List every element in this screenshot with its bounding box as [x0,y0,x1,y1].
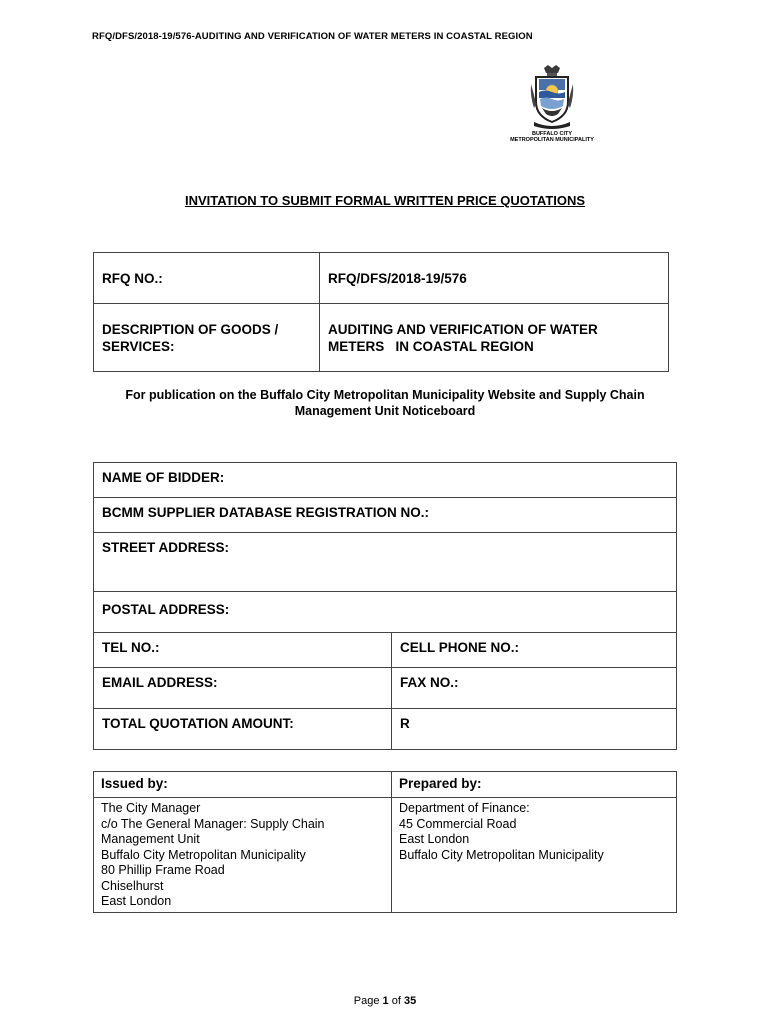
description-value-line-2: METERS IN COASTAL REGION [328,339,534,354]
issued-by-line: Chiselhurst [101,878,164,893]
issued-by-line: c/o The General Manager: Supply Chain [101,816,325,831]
registration-number-field[interactable]: BCMM SUPPLIER DATABASE REGISTRATION NO.: [94,498,677,533]
street-address-row [94,533,677,592]
fax-no-field[interactable]: FAX NO.: [392,668,677,709]
name-of-bidder-field[interactable]: NAME OF BIDDER: [94,463,677,498]
total-quotation-amount-field[interactable]: R [392,709,677,750]
issued-by-line: Management Unit [101,832,200,846]
email-address-field[interactable]: EMAIL ADDRESS: [94,668,392,709]
current-page: 1 [382,995,389,1007]
street-address-field[interactable]: STREET ADDRESS: [94,533,677,592]
bidder-details-table [93,462,677,750]
logo-text [508,131,596,143]
description-row [94,304,669,372]
tel-no-field[interactable]: TEL NO.: [94,633,392,668]
issued-by-label: Issued by: [94,772,392,798]
postal-address-field[interactable]: POSTAL ADDRESS: [94,592,677,633]
coat-of-arms-icon [530,64,574,130]
description-label-line-1: DESCRIPTION OF GOODS / [102,322,279,337]
issued-by-line: East London [101,894,172,908]
document-reference-header: RFQ/DFS/2018-19/576-AUDITING AND VERIFICATION OF WATER METERS IN COASTAL REGION [92,31,533,42]
issue-body-row [94,798,677,913]
publication-note: For publication on the Buffalo City Metropolitan Municipality Website and Supply Chain Management Unit Noticeboard [125,388,645,418]
total-quotation-amount-label: TOTAL QUOTATION AMOUNT: [94,709,392,750]
prepared-by-label: Prepared by: [392,772,677,798]
page-number [0,995,770,1007]
page-of: of [388,995,404,1007]
issue-header-row [94,772,677,798]
description-value-line-1: AUDITING AND VERIFICATION OF WATER [328,322,598,337]
issued-prepared-table [93,771,677,913]
rfq-number-row [94,253,669,304]
logo-name-line-1: BUFFALO CITY [531,131,573,137]
issued-by-line: The City Manager [101,801,201,815]
issued-by-address [94,798,392,913]
description-label-line-2: SERVICES: [102,339,175,354]
logo-name-line-2: METROPOLITAN MUNICIPALITY [510,137,594,143]
rfq-details-table [93,252,669,372]
issued-by-line: Buffalo City Metropolitan Municipality [101,847,306,862]
description-label [94,304,320,372]
issued-by-line: 80 Phillip Frame Road [101,863,225,877]
prepared-by-address [392,798,677,913]
rfq-number-value: RFQ/DFS/2018-19/576 [320,253,669,304]
rfq-number-label: RFQ NO.: [94,253,320,304]
phone-row [94,633,677,668]
prepared-by-line: Department of Finance: [399,801,530,815]
prepared-by-line: 45 Commercial Road [399,816,517,831]
total-pages: 35 [403,995,417,1007]
bidder-name-row [94,463,677,498]
cell-phone-field[interactable]: CELL PHONE NO.: [392,633,677,668]
description-value [320,304,669,372]
document-title: INVITATION TO SUBMIT FORMAL WRITTEN PRICE QUOTATIONS [184,193,586,208]
prepared-by-line: Buffalo City Metropolitan Municipality [399,847,604,862]
registration-row [94,498,677,533]
page-word: Page [353,995,383,1007]
postal-address-row [94,592,677,633]
email-fax-row [94,668,677,709]
quotation-amount-row [94,709,677,750]
municipality-logo [508,64,596,144]
prepared-by-line: East London [399,832,470,846]
